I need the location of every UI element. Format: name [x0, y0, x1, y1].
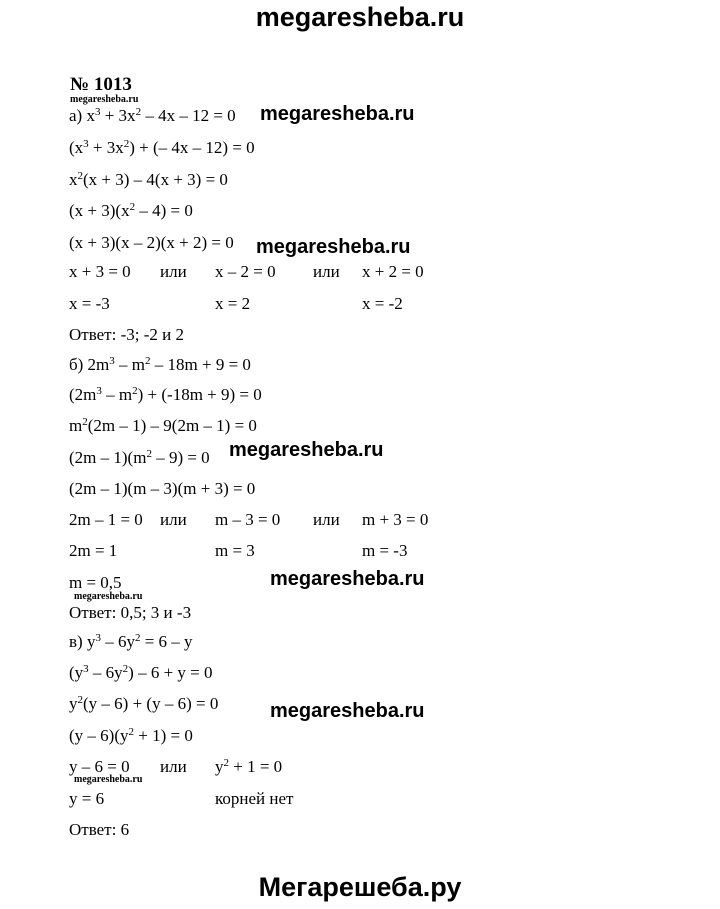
or-word: или [160, 510, 187, 529]
part-b-answer: Ответ: 0,5; 3 и -3 [69, 603, 192, 622]
part-b-line-5: (2m – 1)(m – 3)(m + 3) = 0 [69, 479, 256, 498]
or-word: или [313, 262, 340, 281]
or-word: или [160, 262, 187, 281]
part-b-line-1: б) $2m^3 - m^2 - 18m + 9 = 0$ [69, 355, 251, 374]
part-c-eq-2: $y^2 + 1 = 0$ [215, 757, 283, 776]
part-b-root-1: 2m = 1 [69, 541, 118, 560]
part-b-eq-2: m – 3 = 0 [215, 510, 281, 529]
watermark-small: megaresheba.ru [74, 774, 143, 785]
part-c-answer: Ответ: 6 [69, 820, 130, 839]
part-a-root-1: x = -3 [69, 294, 110, 313]
part-b-root-2: m = 3 [215, 541, 255, 560]
watermark-inline: megaresheba.ru [229, 439, 384, 461]
part-b-line-3: $m^2(2m - 1) - 9(2m - 1) = 0$ [69, 416, 257, 435]
part-c-line-4: $(y - 6)(y^2 + 1) = 0$ [69, 726, 193, 745]
part-a-root-3: x = -2 [362, 294, 403, 313]
part-b-eq-3: m + 3 = 0 [362, 510, 429, 529]
watermark-inline: megaresheba.ru [256, 236, 411, 258]
part-c-line-2: $(y^3 - 6y^2) - 6 + y = 0$ [69, 663, 213, 682]
part-a-line-3: $x^2(x + 3) - 4(x + 3) = 0$ [69, 170, 228, 189]
part-a-answer: Ответ: -3; -2 и 2 [69, 325, 184, 344]
part-b-eq-1: 2m – 1 = 0 [69, 510, 143, 529]
part-c-line-3: $y^2(y - 6) + (y - 6) = 0$ [69, 694, 219, 713]
watermark-small: megaresheba.ru [70, 94, 139, 105]
part-b-line-2: $(2m^3 - m^2) + (-18m + 9) = 0$ [69, 385, 262, 404]
part-b-root-3: m = -3 [362, 541, 408, 560]
part-a-root-2: x = 2 [215, 294, 251, 313]
part-a-eq-3: x + 2 = 0 [362, 262, 424, 281]
watermark-inline: megaresheba.ru [270, 568, 425, 590]
problem-number: № 1013 [70, 74, 132, 95]
part-a-line-4: $(x + 3)(x^2 - 4) = 0$ [69, 201, 193, 220]
or-word: или [160, 757, 187, 776]
or-word: или [313, 510, 340, 529]
watermark-small: megaresheba.ru [74, 591, 143, 602]
part-a-line-1: а) $x^3 + 3x^2 - 4x - 12 = 0$ [69, 106, 236, 125]
part-b-root-4: m = 0,5 [69, 573, 122, 592]
part-c-root-1: y = 6 [69, 789, 105, 808]
watermark-inline: megaresheba.ru [260, 103, 415, 125]
part-c-root-2: корней нет [215, 789, 294, 808]
part-a-line-5: (x + 3)(x – 2)(x + 2) = 0 [69, 233, 234, 252]
part-a-line-2: $(x^3 + 3x^2)$ + (– 4x – 12) = 0 [69, 138, 255, 157]
watermark-top: megaresheba.ru [255, 2, 465, 32]
part-b-line-4: $(2m - 1)(m^2 - 9) = 0$ [69, 448, 210, 467]
part-c-eq-1: y – 6 = 0 [69, 757, 130, 776]
part-c-line-1: в) $y^3 - 6y^2 = 6 - y$ [69, 632, 193, 651]
watermark-inline: megaresheba.ru [270, 700, 425, 722]
part-a-eq-1: x + 3 = 0 [69, 262, 131, 281]
part-a-eq-2: x – 2 = 0 [215, 262, 276, 281]
watermark-bottom: Мегарешеба.ру [258, 872, 462, 902]
